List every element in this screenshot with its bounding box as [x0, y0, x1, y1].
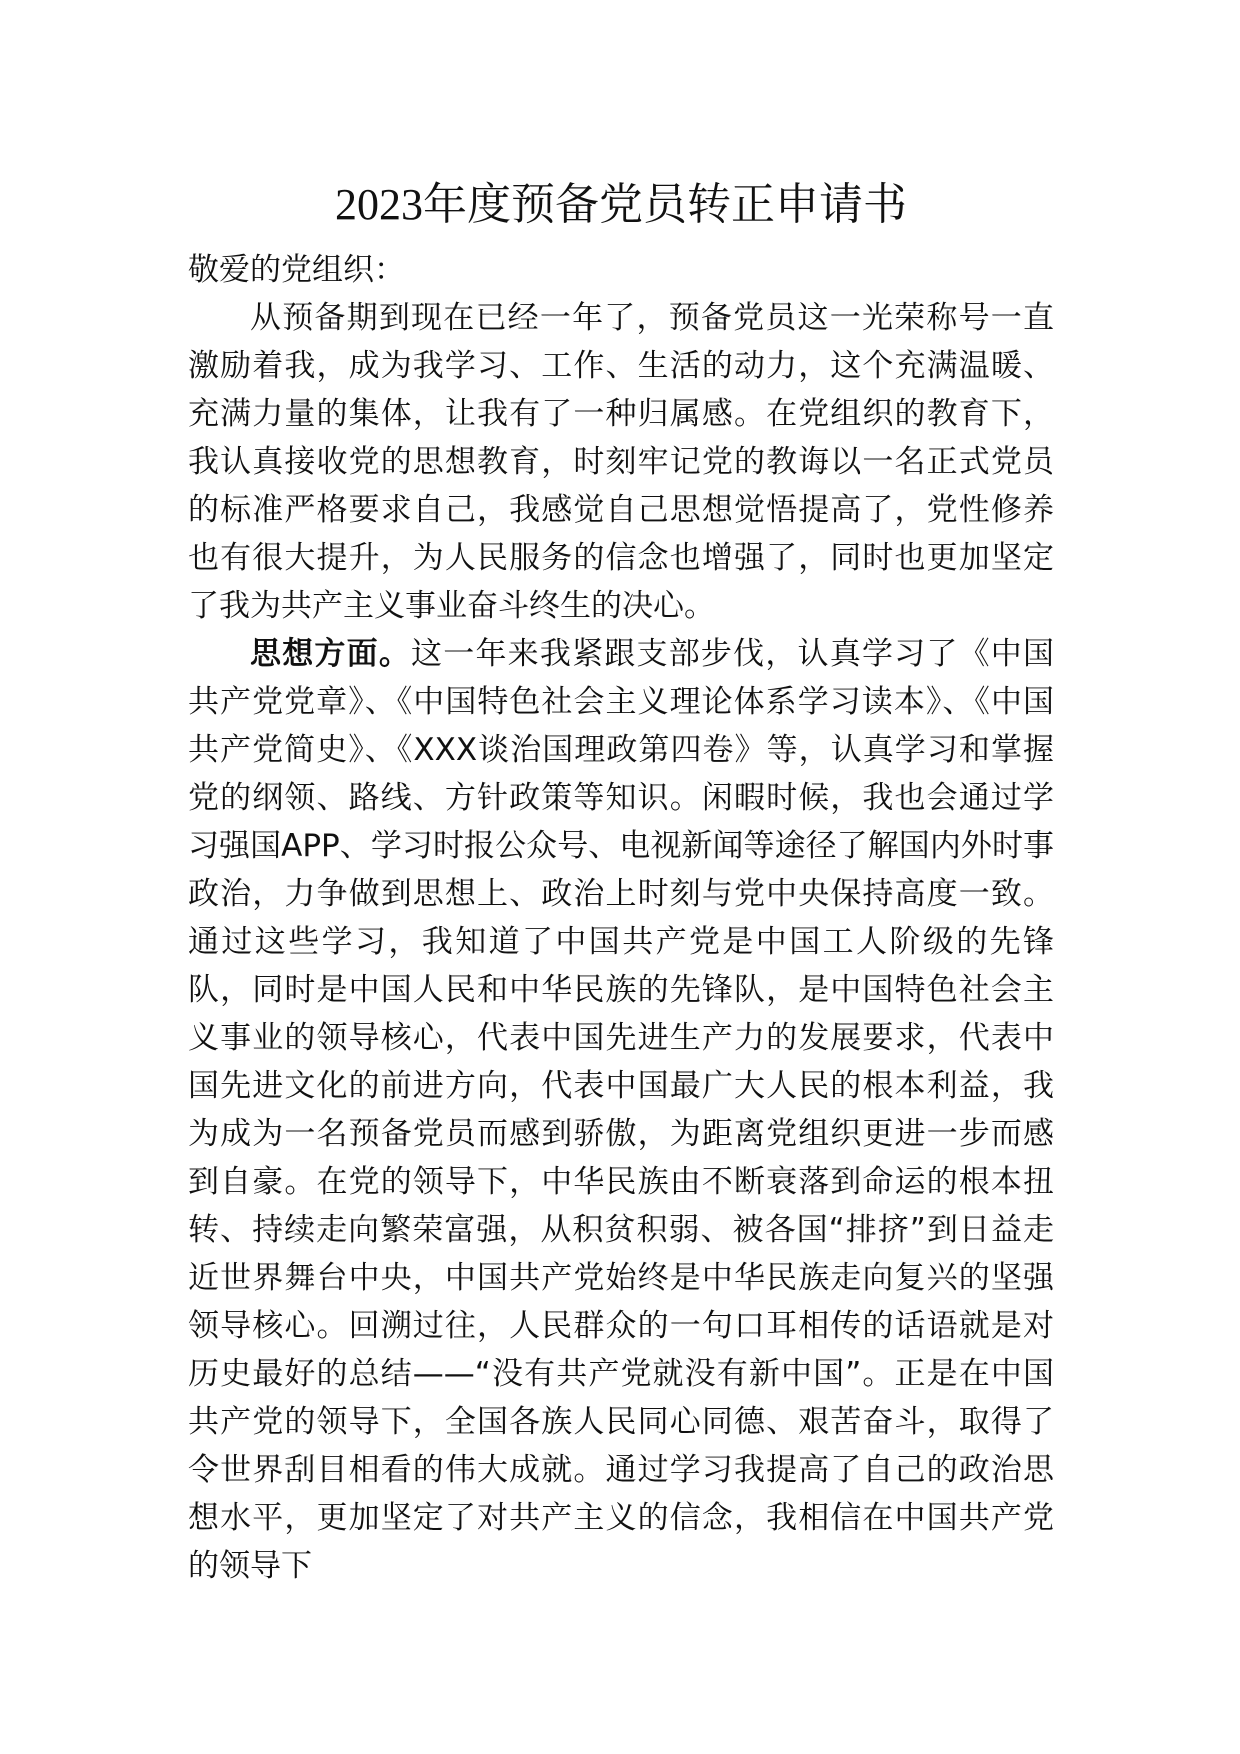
paragraph-intro: 从预备期到现在已经一年了，预备党员这一光荣称号一直激励着我，成为我学习、工作、生活的动力，这个充满温暖、充满力量的集体，让我有了一种归属感。在党组织的教育下，我认真接收党的思想教育，时刻牢记党的教诲以一名正式党员的标准严格要求自己，我感觉自己思想觉悟提高了，党性修养也有很大提升，为人民服务的信念也增强了，同时也更加坚定了我为共产主义事业奋斗终生的决心。 — [188, 300, 1054, 624]
paragraph-thought-body: 这一年来我紧跟支部步伐，认真学习了《中国共产党党章》、《中国特色社会主义理论体系学习读本》、《中国共产党简史》、《XXX谈治国理政第四卷》等，认真学习和掌握党的纲领、路线、方针政策等知识。闲暇时候，我也会通过学习强国APP、学习时报公众号、电视新闻等途径了解国内外时事政治，力争做到思想上、政治上时刻与党中央保持高度一致。通过这些学习，我知道了中国共产党是中国工人阶级的先锋队，同时是中国人民和中华民族的先锋队，是中国特色社会主义事业的领导核心，代表中国先进生产力的发展要求，代表中国先进文化的前进方向，代表中国最广大人民的根本利益，我为成为一名预备党员而感到骄傲，为距离党组织更进一步而感到自豪。在党的领导下，中华民族由不断衰落到命运的根本扭转、持续走向繁荣富强，从积贫积弱、被各国“排挤”到日益走近世界舞台中央，中国共产党始终是中华民族走向复兴的坚强领导核心。回溯过往，人民群众的一句口耳相传的话语就是对历史最好的总结——“没有共产党就没有新中国”。正是在中国共产党的领导下，全国各族人民同心同德、艰苦奋斗，取得了令世界刮目相看的伟大成就。通过学习我提高了自己的政治思想水平，更加坚定了对共产主义的信念，我相信在中国共产党的领导下 — [188, 636, 1055, 1584]
document-page — [188, 170, 1054, 1590]
paragraph-thought-heading: 思想方面。 — [250, 636, 412, 672]
paragraph-thought — [188, 630, 1054, 1590]
salutation: 敬爱的党组织： — [188, 252, 405, 288]
document-title: 2023年度预备党员转正申请书 — [335, 180, 907, 229]
